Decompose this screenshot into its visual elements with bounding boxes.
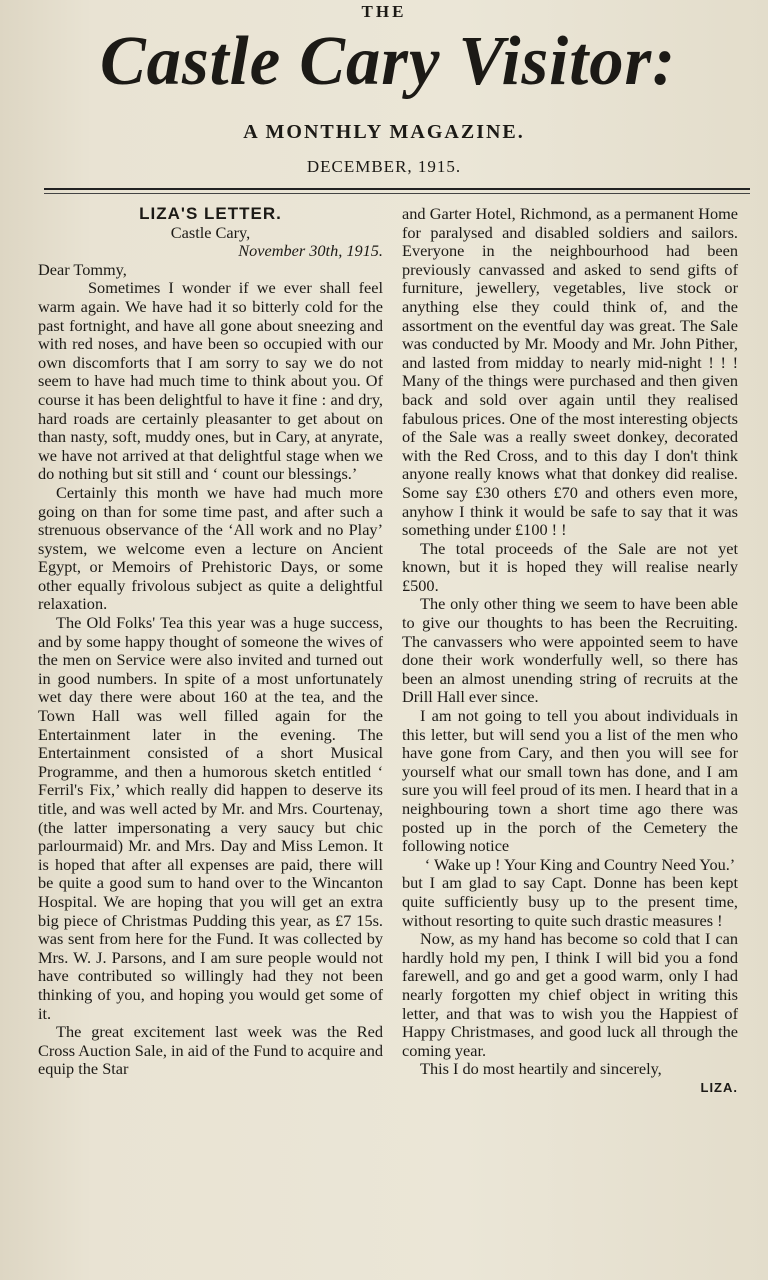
signature: LIZA. xyxy=(700,1079,738,1095)
salutation: Dear Tommy, xyxy=(38,259,127,279)
paragraph: The only other thing we seem to have been able to give our thoughts to has been the Recruiting. The canvassers who were appointed seem to have done their work wonderfully well, so there has been an almost unending string of recruits at the Drill Hall ever since. xyxy=(402,594,738,707)
header-rule-thin xyxy=(44,193,750,194)
left-column xyxy=(38,205,383,1079)
letter-heading: LIZA'S LETTER. xyxy=(139,204,282,223)
closing-paragraph: Now, as my hand has become so cold that I can hardly hold my pen, I think I will bid you a fond farewell, and go and get a good warm, only I had nearly forgotten my chief object in writing this letter, and that was to wish you the Happiest of Happy Christmases, and good luck all through the coming year. xyxy=(402,929,738,1060)
header-rule xyxy=(44,188,750,190)
issue-date: DECEMBER, 1915. xyxy=(306,157,462,176)
paragraph: Sometimes I wonder if we ever shall feel warm again. We have had it so bitterly cold for the past fortnight, and have all gone about sneezing and with red noses, and have been so occupied with our own discomforts that I am sorry to say we do not seem to have had much time to think about you. Of course it has been delightful to have it fine : and dry, hard roads are certainly pleasanter to get about on than nasty, soft, muddy ones, but in Cary, at anyrate, we have not arrived at that delightful stage when we do nothing but sit still and ‘ count our blessings.’ xyxy=(38,278,383,484)
posted-notice-quote: ‘ Wake up ! Your King and Country Need You.’ xyxy=(424,854,736,874)
paragraph: The great excitement last week was the Red Cross Auction Sale, in aid of the Fund to acquire and equip the Star xyxy=(38,1022,384,1079)
sign-off: This I do most heartily and sincerely, xyxy=(420,1059,662,1079)
masthead-the: THE xyxy=(361,2,407,21)
paragraph: The Old Folks' Tea this year was a huge success, and by some happy thought of someone the wives of the men on Service were also invited and turned out in good numbers. In spite of a most unfortunately wet day there were about 160 at the tea, and the Town Hall was well filled again for the Entertainment later in the evening. The Entertainment consisted of a short Musical Programme, and then a humorous sketch entitled ‘ Ferril's Fix,’ which really did happen to deserve its title, and was well acted by Mr. and Mrs. Courtenay, (the latter impersonating a very saucy but chic parlourmaid) Mr. and Mrs. Day and Miss Lemon. It is hoped that after all expenses are paid, there will be quite a good sum to hand over to the Wincanton Hospital. We are hoping that you will get an extra big piece of Christmas Pudding this year, as £7 15s. was sent from here for the Fund. It was collected by Mrs. W. J. Parsons, and I am sure people would not have contributed so willingly had they not been thinking of you, and hoping you would get some of it. xyxy=(38,613,383,1023)
masthead-title: Castle Cary Visitor: xyxy=(99,23,677,100)
paragraph: and Garter Hotel, Richmond, as a permanent Home for paralysed and disabled soldiers and sailors. Everyone in the neighbourhood had been previously canvassed and asked to send gifts of furniture, jewellery, vegetables, live stock or anything else they could think of, and the assortment on the eventful day was great. The Sale was conducted by Mr. Moody and Mr. John Pither, and lasted from midday to nearly mid-night ! ! ! Many of the things were purchased and then given back and sold over again until they realised fabulous prices. One of the most interesting objects of the Sale was a really sweet donkey, decorated with the Red Cross, and to this day I don't think anyone really knows what that donkey did realise. Some say £30 others £70 and others even more, anyhow I think it would be safe to say that it was something under £100 ! ! xyxy=(402,204,738,540)
right-column xyxy=(402,205,738,1098)
paragraph: The total proceeds of the Sale are not yet known, but it is hoped they will realise nearly £500. xyxy=(402,538,738,595)
paragraph: I am not going to tell you about individuals in this letter, but will send you a list of the men who have gone from Cary, and then you will see for yourself what our small town has done, and I am sure you will feel proud of its men. I heard that in a neighbouring town a short time ago there was posted up in the porch of the Cemetery the following notice xyxy=(402,706,738,856)
letter-place: Castle Cary, xyxy=(170,222,251,242)
paragraph: Certainly this month we have had much more going on than for some time past, and after such a strenuous observance of the ‘All work and no Play’ system, we welcome even a lecture on Ancient Egypt, or Memoirs of Prehistoric Days, or some other equally frivolous subject as quite a delightful relaxation. xyxy=(38,482,383,614)
magazine-subtitle: A MONTHLY MAGAZINE. xyxy=(243,121,525,143)
letter-date: November 30th, 1915. xyxy=(238,241,383,261)
paragraph: but I am glad to say Capt. Donne has been kept quite sufficiently busy up to the present time, without resorting to quite such drastic measures ! xyxy=(402,873,738,930)
